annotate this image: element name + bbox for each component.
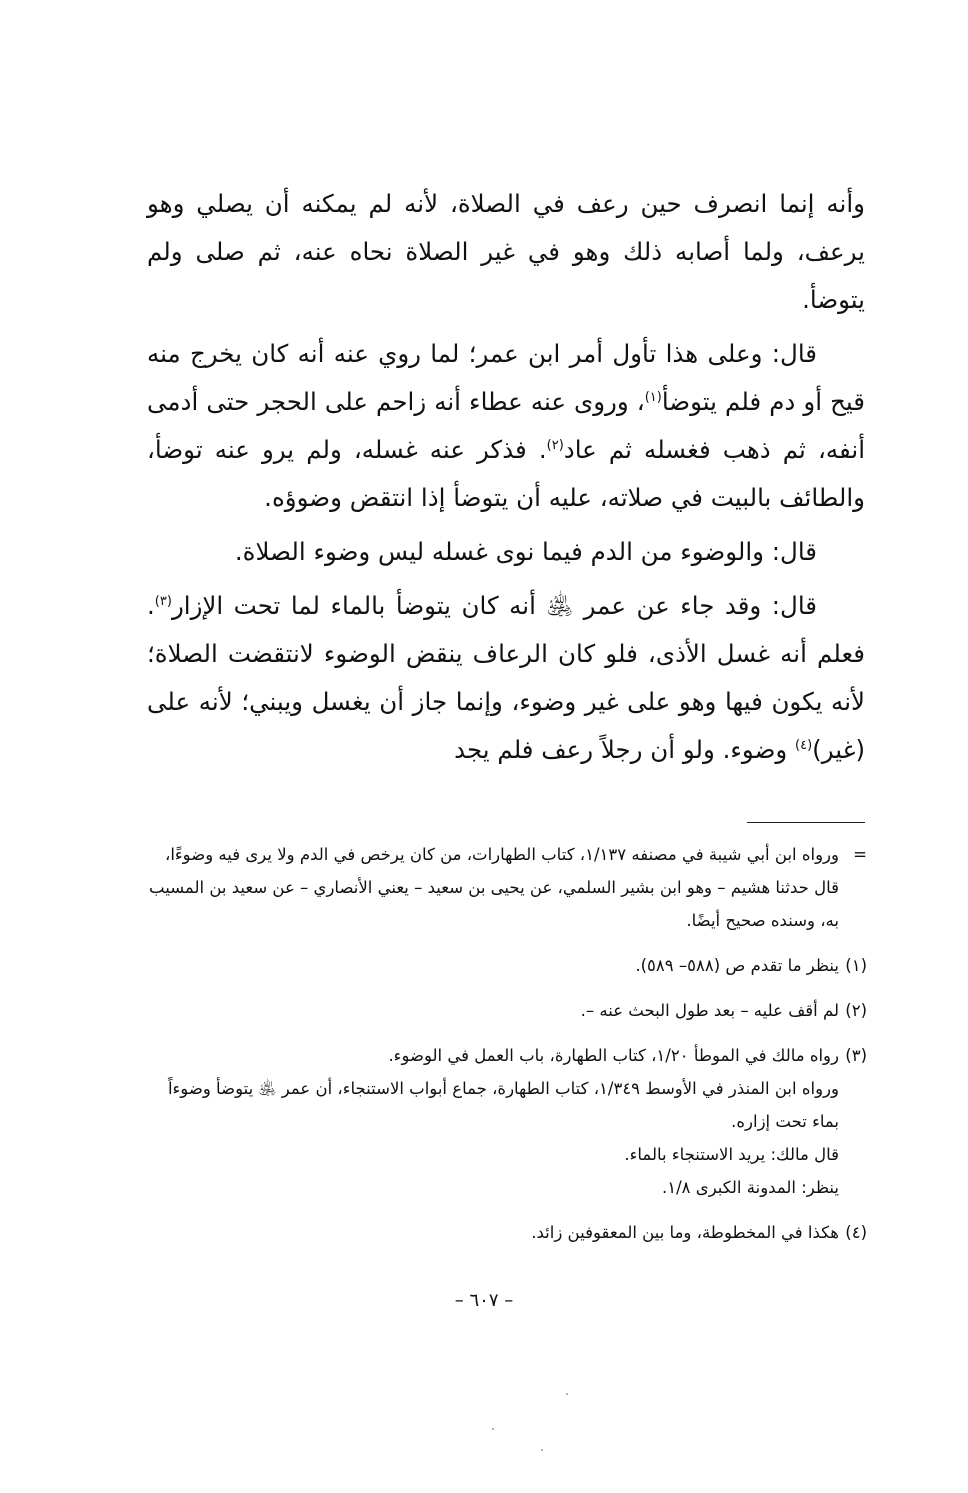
footnote-text: لم أقف عليه – بعد طول البحث عنه –. [580,1001,839,1020]
scan-speck [566,1393,568,1395]
footnote-reference[interactable]: (٣) [154,593,172,609]
body-paragraph [147,528,865,576]
footnote-marker: = [853,845,867,864]
main-text [147,180,865,780]
body-paragraph [147,330,865,522]
footnote-marker: (١) [845,956,867,975]
paragraph-text: ، وروى عنه عطاء أنه زاحم على الحجر حتى أدمى أنفه، ثم ذهب فغسله ثم عاد [147,387,866,464]
scan-speck [492,1428,494,1430]
footnote [147,994,867,1027]
footnote-separator [747,822,865,823]
footnote-text: رواه مالك في الموطأ ١/٢٠، كتاب الطهارة، باب العمل في الوضوء. [388,1046,839,1065]
footnote-marker: (٤) [845,1223,867,1242]
paragraph-text: قال: والوضوء من الدم فيما نوى غسله ليس وضوء الصلاة. [234,537,817,566]
footnote-text: قال مالك: يريد الاستنجاء بالماء. [624,1145,839,1164]
footnote-reference[interactable]: (١) [644,389,662,405]
footnote-marker: (٢) [845,1001,867,1020]
footnote-text: هكذا في المخطوطة، وما بين المعقوفين زائد. [531,1223,839,1242]
paragraph-text: قال: وقد جاء عن عمر ﵁ أنه كان يتوضأ بالماء لما تحت الإزار [171,591,817,620]
body-paragraph [147,582,865,774]
paragraph-text: قال: وعلى هذا تأول أمر ابن عمر؛ لما روي عنه أنه كان يخرج منه قيح أو دم فلم يتوضأ [147,339,866,416]
footnote-marker: (٣) [845,1046,867,1065]
paragraph-text: وضوء. ولو أن رجلاً رعف فلم يجد [454,735,796,764]
footnote-text: ورواه ابن أبي شيبة في مصنفه ١/١٣٧، كتاب الطهارات، من كان يرخص في الدم ولا يرى فيه وضوءًا، قال حدثنا هشيم – وهو ابن بشير السلمي، عن يحيى بن سعيد – يعني الأنصاري – عن سعيد بن المسيب به، وسنده صحيح أيضًا. [149,845,839,930]
footnote-reference[interactable]: (٤) [795,737,813,753]
footnote-text: ينظر ما تقدم ص (٥٨٨– ٥٨٩). [635,956,839,975]
footnote [147,838,867,937]
footnote-text: ينظر: المدونة الكبرى ١/٨. [662,1178,839,1197]
footnote [147,1216,867,1249]
footnote [147,949,867,982]
footnote-text: ورواه ابن المنذر في الأوسط ١/٣٤٩، كتاب الطهارة، جماع أبواب الاستنجاء، أن عمر ﵁ يتوضأ وضوءاً بماء تحت إزاره. [167,1079,839,1131]
scan-speck [541,1449,543,1451]
paragraph-text: وأنه إنما انصرف حين رعف في الصلاة، لأنه لم يمكنه أن يصلي وهو يرعف، ولما أصابه ذلك وهو في غير الصلاة نحاه عنه، ثم صلى ولم يتوضأ. [147,189,865,314]
paragraph-text: . فذكر عنه غسله، ولم يرو عنه توضأ، والطائف بالبيت في صلاته، عليه أن يتوضأ إذا انتقض وضوؤه. [147,435,865,512]
paragraph-text: . فعلم أنه غسل الأذى، فلو كان الرعاف ينقض الوضوء لانتقضت الصلاة؛ لأنه يكون فيها وهو على غير وضوء، وإنما جاز أن يغسل ويبني؛ لأنه على (غير) [147,591,865,764]
page-number: – ٦٠٧ – [454,1290,514,1311]
footnote [147,1039,867,1204]
body-paragraph [147,180,865,324]
footnote-reference[interactable]: (٢) [546,437,564,453]
footnotes [147,838,867,1261]
